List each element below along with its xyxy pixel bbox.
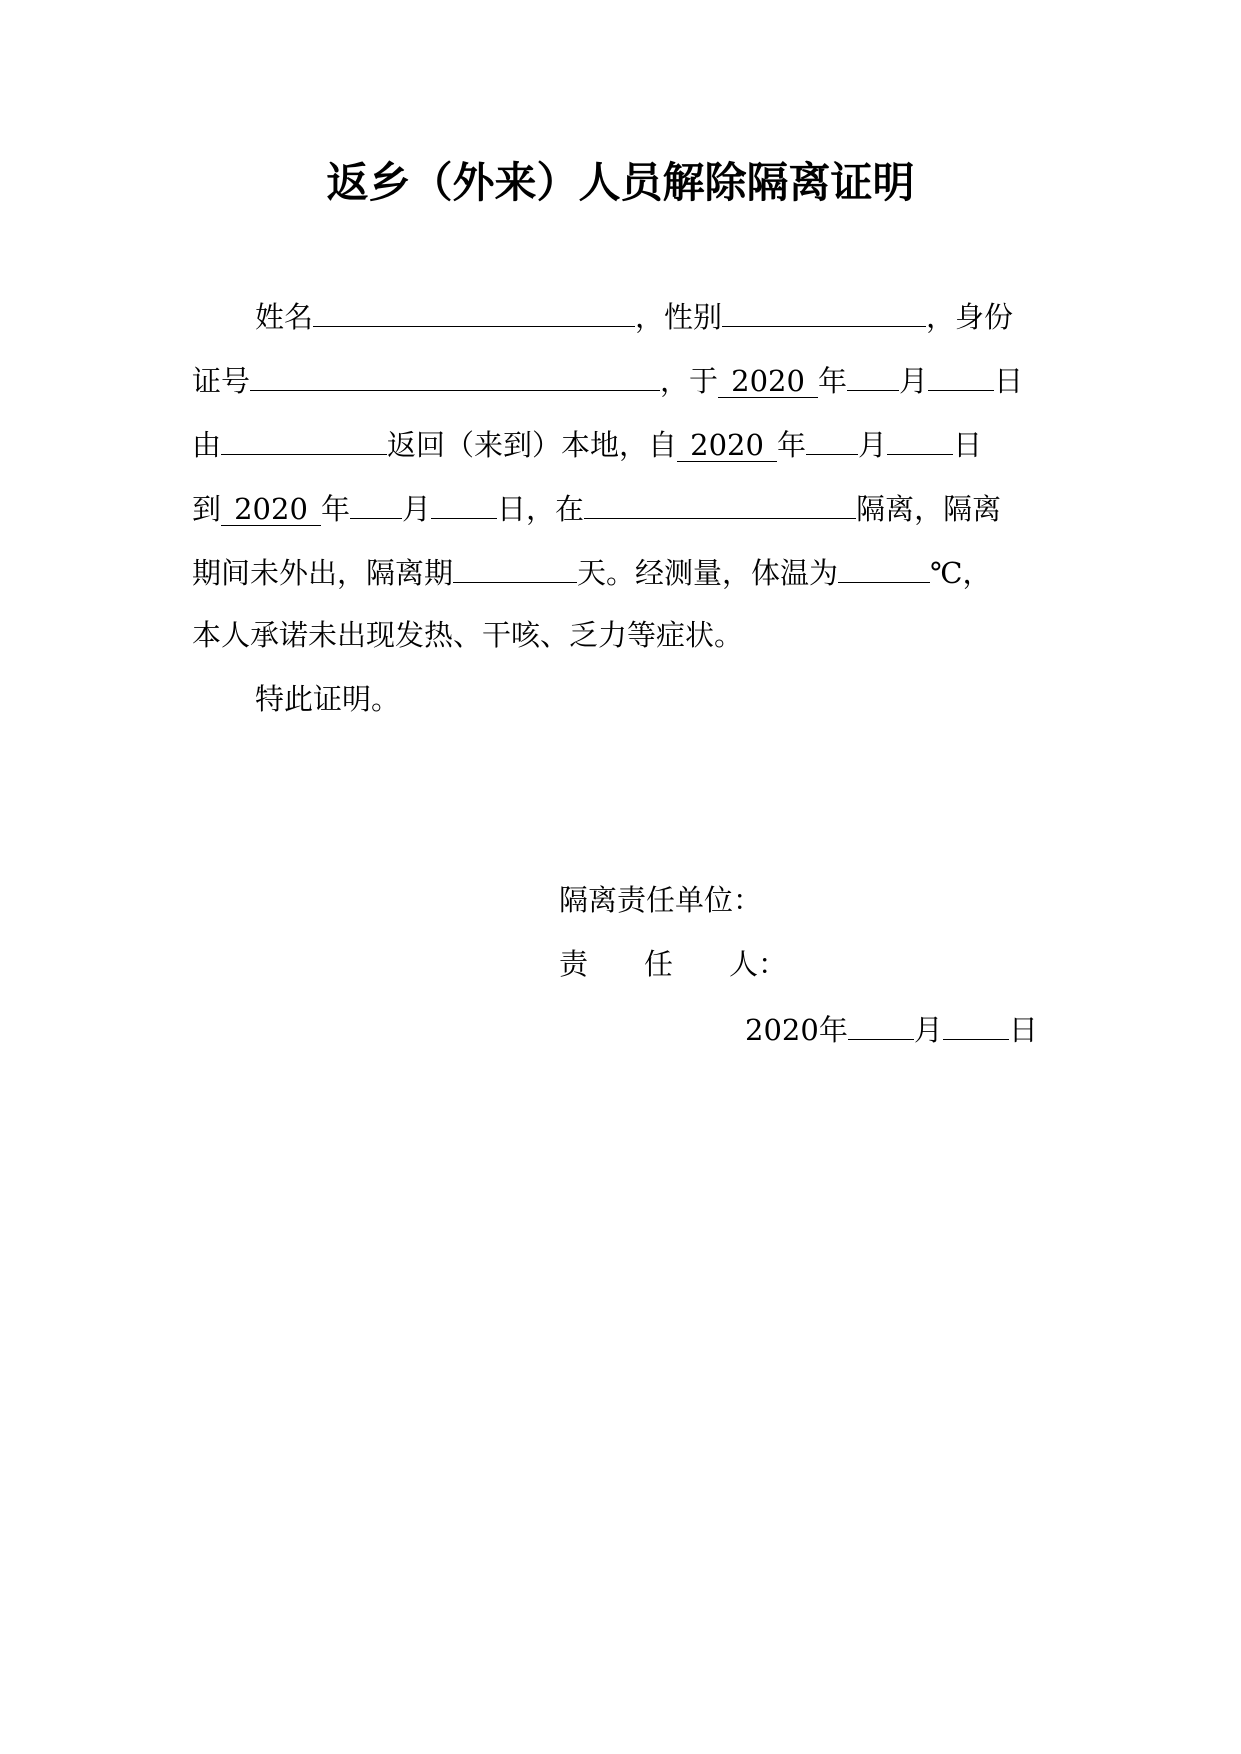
quarantine-days-field[interactable] xyxy=(453,551,577,583)
label-on: ，于 xyxy=(660,364,719,398)
paragraph-line-7 xyxy=(192,679,1072,719)
label-celsius: ℃， xyxy=(930,556,992,590)
label-period: 期间未外出，隔离期 xyxy=(192,556,454,590)
arrival-day-field[interactable] xyxy=(928,359,994,391)
start-month-field[interactable] xyxy=(806,423,858,455)
signature-year: 2020 xyxy=(745,1013,819,1047)
label-year: 年 xyxy=(818,364,848,398)
signature-day-field[interactable] xyxy=(943,1008,1009,1040)
signature-date xyxy=(745,1008,1038,1050)
statement-text: 本人承诺未出现发热、干咳、乏力等症状。 xyxy=(192,618,744,652)
paragraph-line-2 xyxy=(192,359,1072,399)
end-day-field[interactable] xyxy=(431,487,497,519)
paragraph-line-1 xyxy=(192,295,1072,335)
label-day: 日 xyxy=(953,428,983,462)
person-label-char-1: 责 xyxy=(559,947,589,981)
start-day-field[interactable] xyxy=(887,423,953,455)
certification-text: 特此证明。 xyxy=(255,682,401,716)
label-to: 到 xyxy=(192,492,222,526)
person-label-char-2: 任 xyxy=(644,947,674,981)
paragraph-line-3 xyxy=(192,423,1072,463)
label-month: 月 xyxy=(402,492,432,526)
arrival-month-field[interactable] xyxy=(847,359,899,391)
signature-month-field[interactable] xyxy=(848,1008,914,1040)
label-month: 月 xyxy=(913,1013,943,1047)
id-number-field[interactable] xyxy=(250,359,660,391)
paragraph-line-4 xyxy=(192,487,1072,527)
responsible-person-label xyxy=(559,944,787,984)
origin-field[interactable] xyxy=(221,423,387,455)
label-gender: ，性别 xyxy=(635,300,723,334)
gender-field[interactable] xyxy=(722,295,926,327)
label-day: 日 xyxy=(994,364,1024,398)
temperature-field[interactable] xyxy=(838,551,930,583)
label-name: 姓名 xyxy=(255,300,314,334)
name-field[interactable] xyxy=(313,295,635,327)
label-month: 月 xyxy=(899,364,929,398)
label-days-temperature: 天。经测量，体温为 xyxy=(577,556,839,590)
arrival-year-field[interactable]: 2020 xyxy=(718,366,818,398)
label-from: 由 xyxy=(192,428,222,462)
person-label-char-3: 人： xyxy=(729,947,788,981)
label-year: 年 xyxy=(818,1013,848,1047)
label-id-prefix: ，身份 xyxy=(926,300,1014,334)
label-day-at: 日，在 xyxy=(497,492,585,526)
paragraph-line-5 xyxy=(192,551,1072,591)
quarantine-location-field[interactable] xyxy=(584,487,856,519)
label-id-suffix: 证号 xyxy=(192,364,251,398)
label-day: 日 xyxy=(1008,1013,1038,1047)
paragraph-line-6 xyxy=(192,615,1072,655)
document-title: 返乡（外来）人员解除隔离证明 xyxy=(326,158,915,207)
label-year: 年 xyxy=(777,428,807,462)
label-return-since: 返回（来到）本地，自 xyxy=(387,428,678,462)
label-year: 年 xyxy=(321,492,351,526)
end-month-field[interactable] xyxy=(350,487,402,519)
end-year-field[interactable]: 2020 xyxy=(221,494,321,526)
label-quarantine: 隔离，隔离 xyxy=(856,492,1002,526)
start-year-field[interactable]: 2020 xyxy=(677,430,777,462)
label-month: 月 xyxy=(858,428,888,462)
responsible-unit-label: 隔离责任单位： xyxy=(559,883,763,917)
